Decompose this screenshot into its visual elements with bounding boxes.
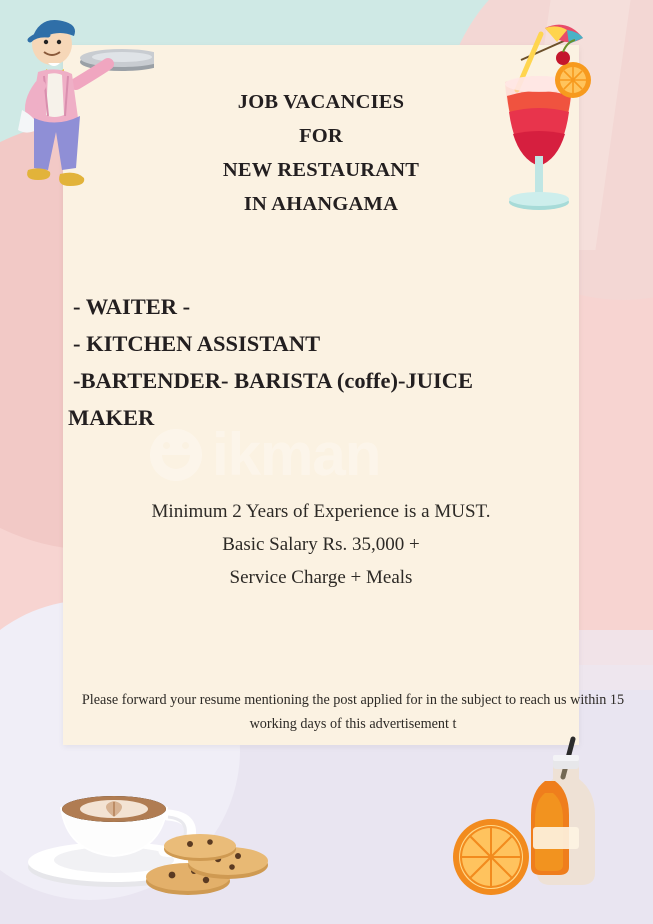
coffee-cup-with-cookies-illustration [22,749,272,904]
headline-line-3: NEW RESTAURANT [222,159,420,181]
position-item: - WAITER - [73,294,191,319]
detail-salary: Basic Salary Rs. 35,000 + [222,534,420,555]
headline-line-2: FOR [299,125,343,147]
detail-benefits: Service Charge + Meals [229,567,413,588]
positions-list [63,288,584,436]
detail-experience: Minimum 2 Years of Experience is a MUST. [151,501,491,522]
juice-bottle-with-orange-illustration [453,717,633,912]
waiter-with-tray-illustration [4,6,154,226]
headline-line-4: IN AHANGAMA [243,193,399,215]
cocktail-glass-illustration [483,20,598,255]
position-item: -BARTENDER- BARISTA (coffe)-JUICE [73,368,474,393]
headline-line-1: JOB VACANCIES [237,91,405,113]
application-instructions: Please forward your resume mentioning the post applied for in the subject to reach us within 15 working days of this advertisement t [81,692,625,732]
job-details [63,495,579,594]
position-item: MAKER [68,405,155,430]
position-item: - KITCHEN ASSISTANT [73,331,321,356]
ikman-watermark-text: ikman [212,421,381,488]
